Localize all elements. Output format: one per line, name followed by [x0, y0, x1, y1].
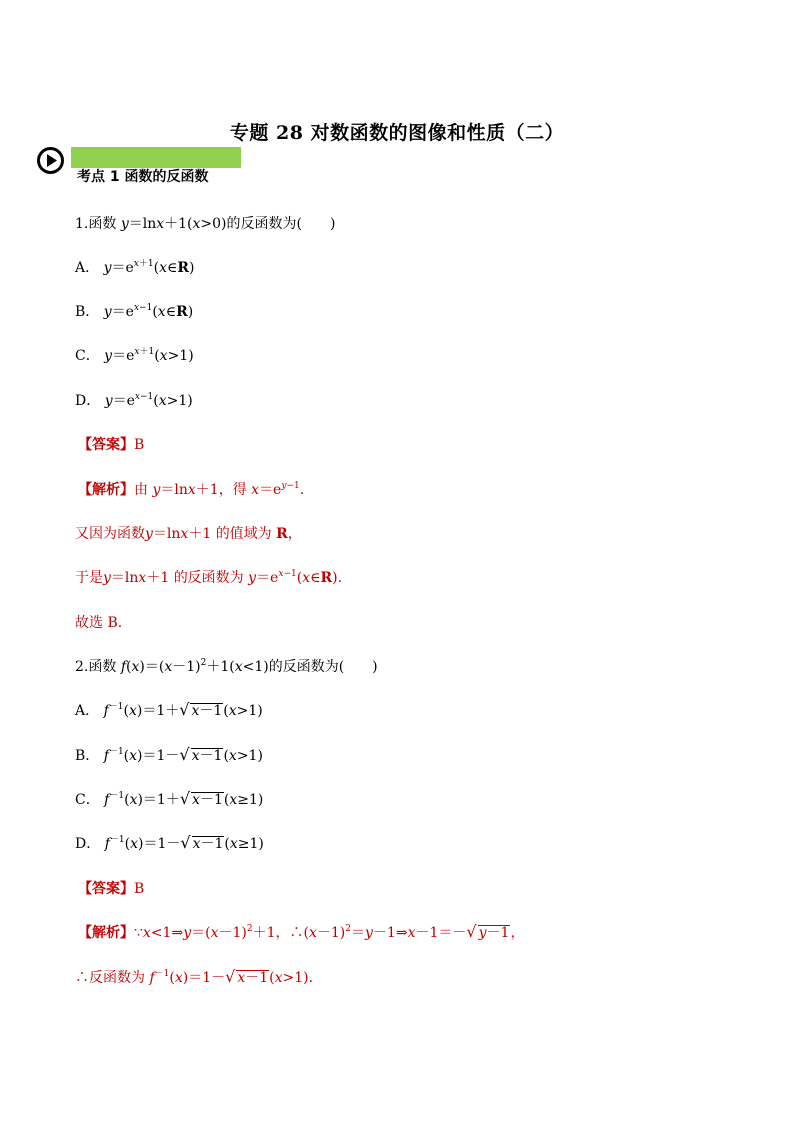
option-d-label: D． — [75, 836, 101, 852]
page-title: 专题 28 对数函数的图像和性质（二） — [229, 122, 565, 144]
option-b: B． $f^{-1}(x)=1-√$ x－1(x>1) — [75, 745, 263, 764]
question-1-stem: 1.函数 y＝lnx＋1(x>0)的反函数为( ) — [75, 216, 336, 232]
analysis-1-conclusion: 故选 B. — [75, 615, 123, 631]
analysis-text: ，得 — [218, 482, 252, 498]
option-a-label: A． — [75, 260, 100, 276]
question-2-stem: 2.函数 $f(x)=(x-1)^2+1(x<1)$的反函数为( ) — [75, 658, 378, 675]
answer-2 — [78, 878, 144, 898]
option-d: D． $y=e^{x-1}(x>1)$ — [75, 392, 193, 409]
analysis-text: 的值域为 — [215, 526, 272, 542]
analysis-text: 又因为函数 — [75, 526, 145, 542]
answer-value: B — [134, 437, 145, 453]
option-d-label: D． — [75, 393, 101, 409]
answer-value: B — [134, 881, 145, 897]
analysis-label: 【解析】 — [78, 925, 134, 941]
analysis-1-line-3: 于是y＝lnx＋1 的反函数为 $y=e^{x-1}(x\in R)$. — [75, 569, 343, 586]
question-2-label: 2.函数 — [75, 659, 121, 675]
answer-1 — [78, 434, 144, 454]
option-a-label: A． — [75, 703, 100, 719]
option-b-label: B． — [75, 304, 100, 320]
option-c-label: C． — [75, 348, 100, 364]
section-banner — [71, 147, 241, 168]
analysis-text: 的反函数为 — [173, 570, 244, 586]
analysis-label: 【解析】 — [78, 482, 134, 498]
section-heading: 考点 1 函数的反函数 — [77, 169, 209, 185]
analysis-2-line-2: ∴反函数为 $f^{-1}(x)=1-√$ x－1(x>1)． — [75, 967, 323, 986]
option-c-label: C． — [75, 792, 100, 808]
answer-label: 【答案】 — [78, 437, 134, 453]
option-b: B． $y=e^{x-1}(x\in R)$ — [75, 303, 194, 320]
option-c: C． $f^{-1}(x)=1+√$ x－1(x≥1) — [75, 789, 264, 808]
analysis-1-line-1: 【解析】由 y＝lnx＋1，得 $x=e^{y-1}$. — [78, 481, 305, 498]
option-b-label: B． — [75, 748, 100, 764]
option-c: C． $y=e^{x+1}(x>1)$ — [75, 347, 194, 364]
option-d: D． $f^{-1}(x)=1-√$ x－1(x≥1) — [75, 833, 264, 852]
analysis-text: 于是 — [75, 570, 103, 586]
option-a: A． $f^{-1}(x)=1+√$ x－1(x>1) — [75, 700, 263, 719]
question-1-suffix: 的反函数为( ) — [226, 216, 336, 232]
analysis-2-line-1: 【解析】$\because x<1\Rightarrow y=(x-1)^2+1$，$\therefore(x-1)^2=y-1\Rightarrow x-1=-√$ y－1， — [78, 922, 525, 941]
answer-label: 【答案】 — [78, 881, 134, 897]
analysis-text: 由 — [134, 482, 153, 498]
play-circle-icon — [36, 146, 65, 175]
question-1-label: 1.函数 — [75, 216, 121, 232]
question-2-suffix: 的反函数为( ) — [268, 659, 378, 675]
analysis-1-line-2: 又因为函数y＝lnx＋1 的值域为 R， — [75, 526, 302, 542]
analysis-text: ∴反函数为 — [75, 970, 150, 986]
option-a: A． $y=e^{x+1}(x\in R)$ — [75, 259, 195, 276]
